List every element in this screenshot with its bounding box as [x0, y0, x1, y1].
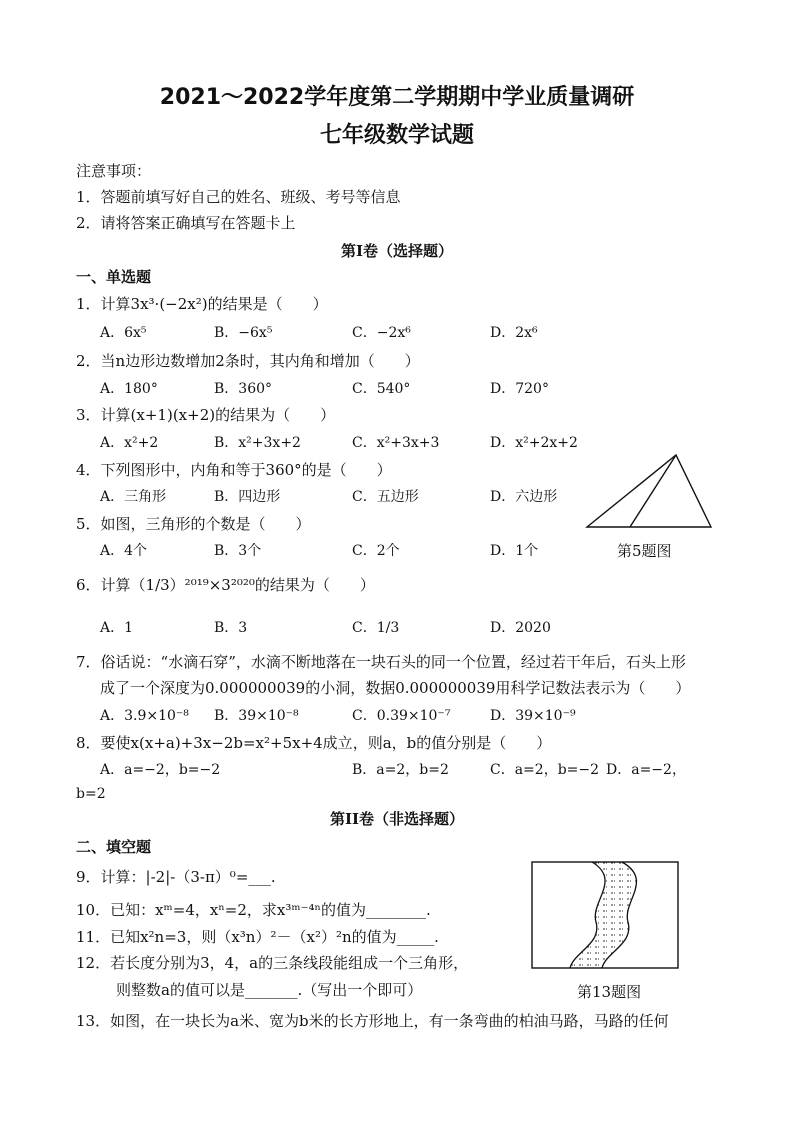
question-stem: 6．计算（1/3）²⁰¹⁹×3²⁰²⁰的结果为（ ） — [76, 576, 375, 594]
option-a: A．x²+2 — [100, 435, 159, 451]
option-b: B．−6x⁵ — [214, 325, 273, 341]
question-stem: 3．计算(x+1)(x+2)的结果为（ ） — [76, 406, 336, 424]
option-c: C．五边形 — [352, 489, 419, 505]
question-stem: 1．计算3x³·(−2x²)的结果是（ ） — [76, 295, 328, 313]
outer-triangle — [587, 455, 711, 527]
fill-question: 10．已知：xᵐ=4，xⁿ=2，求x³ᵐ⁻⁴ⁿ的值为________. — [76, 901, 431, 919]
exam-title: 2021～2022学年度第二学期期中学业质量调研 — [159, 85, 635, 110]
option-d: D．1个 — [490, 543, 539, 559]
option-c: C．x²+3x+3 — [352, 435, 440, 451]
note-item: 1．答题前填写好自己的姓名、班级、考号等信息 — [76, 188, 401, 206]
option-a: A．6x⁵ — [100, 325, 147, 341]
option-a: A．4个 — [100, 543, 148, 559]
option-d: D．a=−2， — [606, 762, 686, 778]
option-d: D．2x⁶ — [490, 325, 538, 341]
option-d: D．六边形 — [490, 489, 558, 505]
option-a: A．三角形 — [100, 489, 167, 505]
section-fill-in: 二、填空题 — [76, 838, 152, 856]
option-a: A．1 — [100, 620, 134, 636]
question-stem: 2．当n边形边数增加2条时，其内角和增加（ ） — [76, 352, 420, 370]
fill-question-continued: 则整数a的值可以是_______.（写出一个即可） — [116, 981, 423, 999]
option-d: D．39×10⁻⁹ — [490, 708, 576, 724]
option-c: C．a=2，b=−2 — [490, 762, 600, 778]
inner-segment — [630, 455, 676, 527]
note-item: 2．请将答案正确填写在答题卡上 — [76, 214, 296, 232]
question-stem: 8．要使x(x+a)+3x−2b=x²+5x+4成立，则a，b的值分别是（ ） — [76, 734, 552, 752]
option-c: C．0.39×10⁻⁷ — [352, 708, 451, 724]
fill-question: 12．若长度分别为3，4，a的三条线段能组成一个三角形， — [76, 954, 469, 972]
fill-question: 11．已知x²n=3，则（x³n）²－（x²）²n的值为_____. — [76, 928, 439, 946]
part1-title: 第I卷（选择题） — [340, 242, 454, 260]
figure-5-caption: 第5题图 — [617, 542, 672, 560]
option-b: B．39×10⁻⁸ — [214, 708, 299, 724]
option-b: B．x²+3x+2 — [214, 435, 301, 451]
option-b: B．3个 — [214, 543, 262, 559]
question-stem: 5．如图，三角形的个数是（ ） — [76, 515, 311, 533]
option-d-continued: b=2 — [76, 786, 106, 802]
notes-heading: 注意事项： — [76, 162, 152, 180]
option-c: C．540° — [352, 381, 411, 397]
option-c: C．1/3 — [352, 620, 400, 636]
option-c: C．2个 — [352, 543, 400, 559]
option-b: B．a=2，b=2 — [352, 762, 449, 778]
figure-13-road — [530, 860, 680, 970]
option-d: D．2020 — [490, 620, 551, 636]
section-single-choice: 一、单选题 — [76, 268, 152, 286]
option-a: A．180° — [100, 381, 158, 397]
option-b: B．360° — [214, 381, 273, 397]
question-stem: 7．俗话说：“水滴石穿”，水滴不断地落在一块石头的同一个位置，经过若干年后，石头上形 — [76, 653, 686, 671]
fill-question: 13．如图，在一块长为a米、宽为b米的长方形地上，有一条弯曲的柏油马路，马路的任何 — [76, 1012, 669, 1030]
option-a: A．a=−2，b=−2 — [100, 762, 221, 778]
figure-13-caption: 第13题图 — [577, 983, 642, 1001]
option-a: A．3.9×10⁻⁸ — [100, 708, 189, 724]
part2-title: 第II卷（非选择题） — [329, 810, 465, 828]
figure-5-triangles — [584, 452, 714, 532]
road-fill — [570, 862, 636, 968]
option-c: C．−2x⁶ — [352, 325, 411, 341]
option-b: B．3 — [214, 620, 248, 636]
option-d: D．720° — [490, 381, 549, 397]
option-d: D．x²+2x+2 — [490, 435, 578, 451]
question-stem-continued: 成了一个深度为0.000000039的小洞，数据0.000000039用科学记数法表示为（ ） — [100, 679, 691, 697]
option-b: B．四边形 — [214, 489, 281, 505]
fill-question: 9．计算：|-2|-（3-π）⁰=___. — [76, 868, 276, 886]
question-stem: 4．下列图形中，内角和等于360°的是（ ） — [76, 461, 392, 479]
exam-subtitle: 七年级数学试题 — [319, 123, 474, 148]
